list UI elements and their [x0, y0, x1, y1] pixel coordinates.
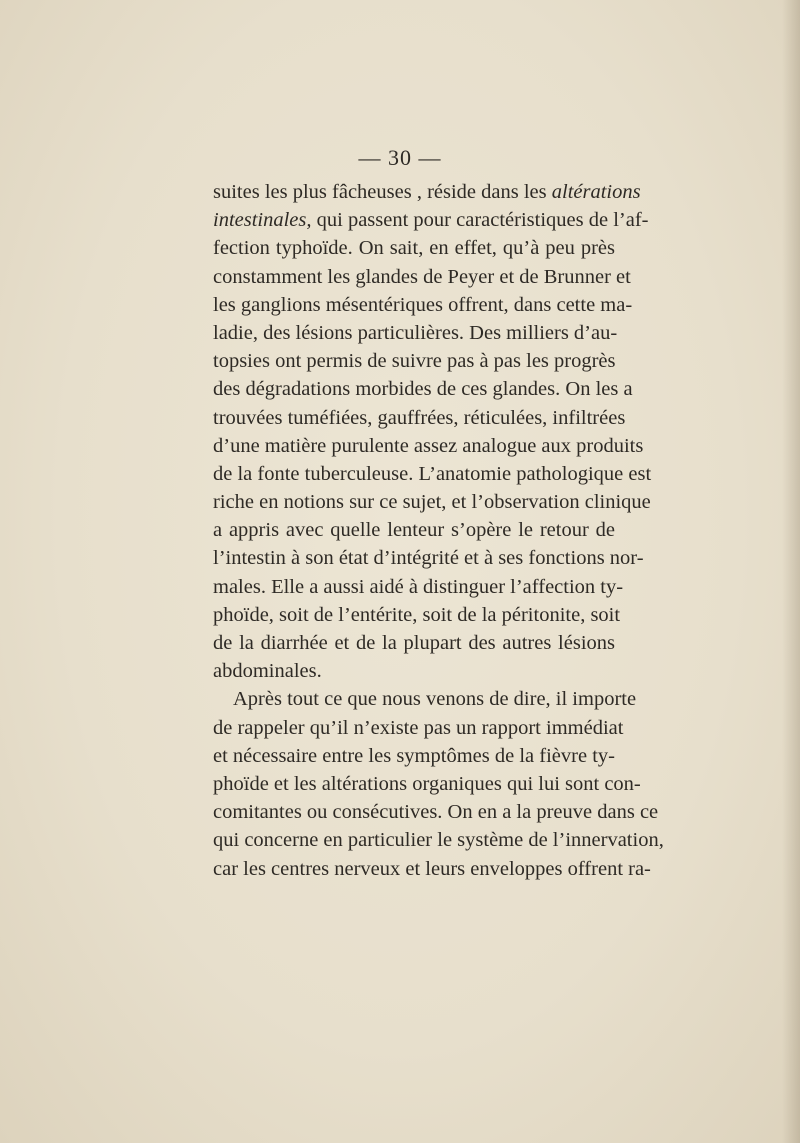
text-line	[213, 347, 615, 375]
text-line	[213, 685, 637, 713]
text-run: des dégradations morbides de ces glandes. On les a	[213, 378, 633, 401]
text-run: fection typhoïde. On sait, en effet, qu’à peu près	[213, 237, 615, 260]
text-line	[213, 432, 644, 460]
text-line	[213, 629, 615, 657]
italic-text: intestinales,	[213, 209, 312, 232]
text-line	[213, 657, 615, 685]
text-run: topsies ont permis de suivre pas à pas les progrès	[213, 350, 616, 373]
text-run: de la diarrhée et de la plupart des autres lésions	[213, 632, 615, 654]
text-line	[213, 375, 633, 403]
text-line	[213, 714, 624, 742]
text-line	[213, 601, 621, 629]
text-line	[213, 404, 626, 432]
text-run: ladie, des lésions particulières. Des milliers d’au-	[213, 321, 618, 344]
text-line	[213, 544, 644, 572]
text-run: phoïde et les altérations organiques qui lui sont con-	[213, 772, 641, 795]
text-line	[213, 855, 651, 883]
text-line	[213, 826, 664, 854]
text-line	[213, 573, 624, 601]
text-run: riche en notions sur ce sujet, et l’observation clinique	[213, 491, 651, 514]
text-line	[213, 742, 615, 770]
text-line	[213, 319, 618, 347]
text-line	[213, 234, 615, 262]
text-line	[213, 178, 641, 206]
page-edge-shadow	[782, 0, 800, 1143]
body-text	[213, 178, 664, 883]
text-line	[213, 770, 641, 798]
text-run: phoïde, soit de l’entérite, soit de la péritonite, soit	[213, 603, 621, 626]
text-line	[213, 798, 659, 826]
text-run: les ganglions mésentériques offrent, dans cette ma-	[213, 293, 633, 316]
text-run: abdominales.	[213, 660, 322, 683]
text-run: l’intestin à son état d’intégrité et à ses fonctions nor-	[213, 547, 644, 570]
text-run: d’une matière purulente assez analogue aux produits	[213, 434, 644, 457]
text-line	[213, 516, 615, 544]
text-run: constamment les glandes de Peyer et de Brunner et	[213, 265, 631, 288]
text-run: et nécessaire entre les symptômes de la fièvre ty-	[213, 744, 615, 767]
text-run: males. Elle a aussi aidé à distinguer l’affection ty-	[213, 575, 624, 598]
text-line	[213, 460, 652, 488]
text-run: car les centres nerveux et leurs enveloppes offrent ra-	[213, 857, 651, 880]
text-line	[213, 291, 633, 319]
italic-text: altérations	[551, 181, 641, 203]
text-run: de rappeler qu’il n’existe pas un rapport immédiat	[213, 716, 624, 739]
page-number: — 30 —	[358, 145, 442, 170]
text-run: trouvées tuméfiées, gauffrées, réticulées, infiltrées	[213, 406, 626, 429]
text-run: suites les plus fâcheuses , réside dans les	[213, 181, 552, 203]
text-run: qui passent pour caractéristiques de l’af-	[311, 209, 649, 232]
text-run: comitantes ou consécutives. On en a la preuve dans ce	[213, 801, 659, 824]
text-run: qui concerne en particulier le système de l’innervation,	[213, 829, 664, 852]
text-line	[213, 488, 651, 516]
text-line	[213, 263, 631, 291]
text-run: Après tout ce que nous venons de dire, il importe	[233, 688, 637, 711]
text-line	[213, 206, 649, 234]
text-run: a appris avec quelle lenteur s’opère le retour de	[213, 519, 615, 542]
text-run: de la fonte tuberculeuse. L’anatomie pathologique est	[213, 462, 652, 485]
